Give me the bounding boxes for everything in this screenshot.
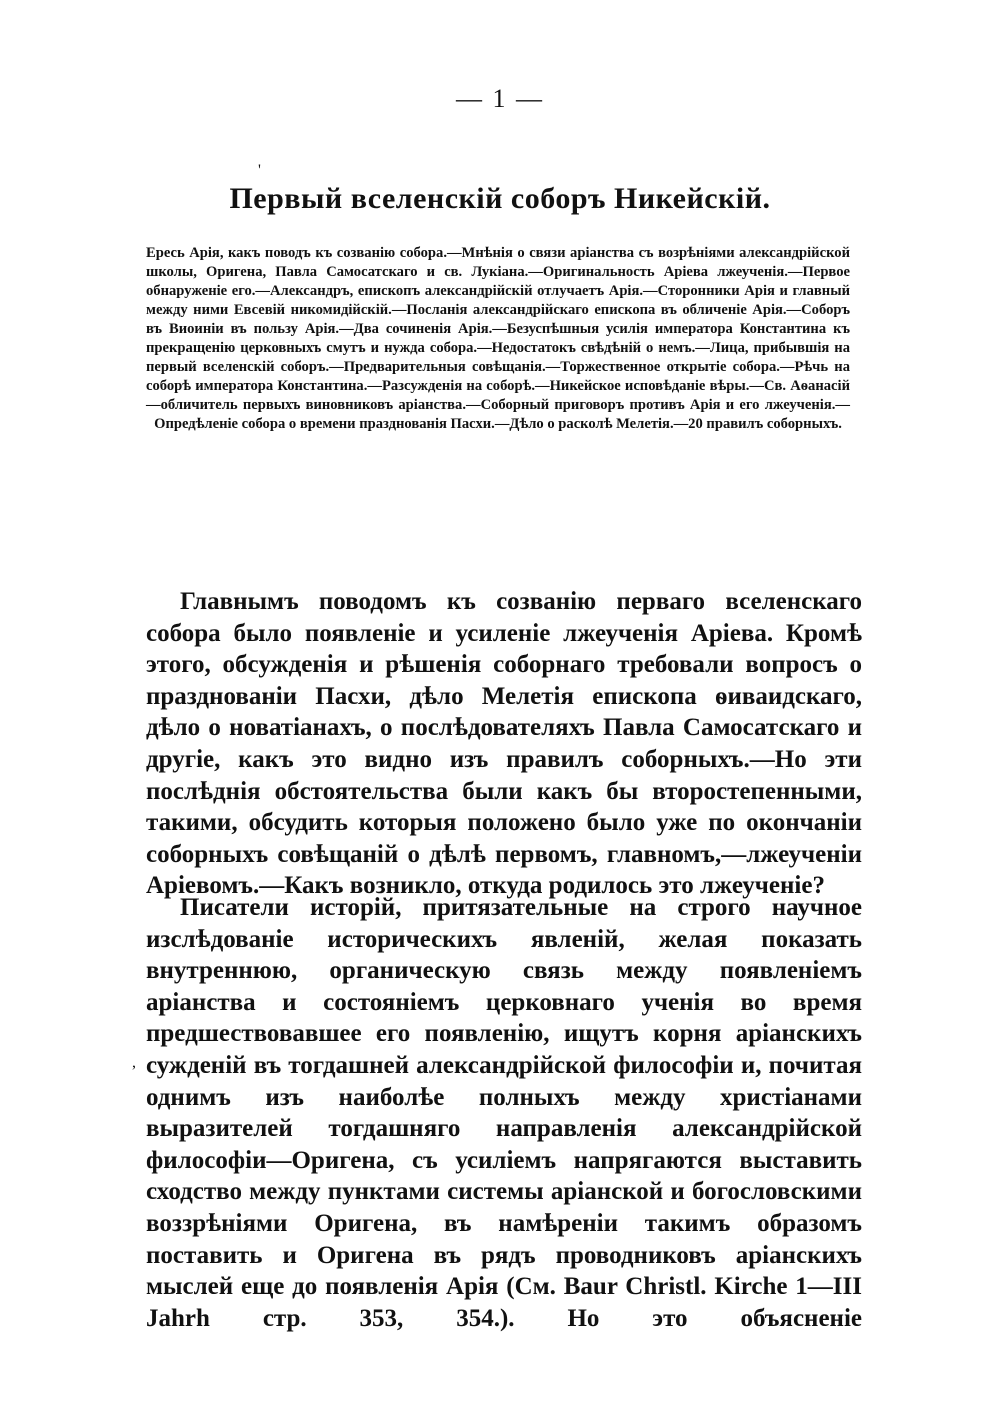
page-number: — 1 — (456, 84, 544, 113)
body-paragraph-1: Главнымъ поводомъ къ созванію перваго вселенскаго собора было появленіе и усиленіе лжеученія Аріева. Кромѣ этого, обсужденія и рѣшенія соборнаго требовали вопросъ о празднованіи Пасхи, дѣло Мелетія епископа ѳиваидскаго, дѣло о новатіанахъ, о послѣдователяхъ Павла Самосатскаго и другіе, какъ это видно изъ правилъ соборныхъ.—Но эти послѣднія обстоятельства были какъ бы второстепенными, такими, обсудить которыя положено было уже по окончаніи соборныхъ совѣщаній о дѣлѣ первомъ, главномъ,—лжеученіи Аріевомъ.—Какъ возникло, откуда родилось это лжеученіе? (146, 588, 862, 900)
body-paragraph-2: Писатели исторій, притязательные на строго научное изслѣдованіе историческихъ явленій, желая показать внутреннюю, органическую связь между появленіемъ аріанства и состояніемъ церковнаго ученія во время предшествовавшее его появленію, ищутъ корня аріанскихъ сужденій въ тогдашней александрійской философіи и, почитая однимъ изъ наиболѣе полныхъ между христіанами выразителей тогдашняго направленія александрійской философіи—Оригена, съ усиліемъ напрягаются выставить сходство между пунктами системы аріанской и богословскими воззрѣніями Оригена, въ намѣреніи такимъ образомъ поставить и Оригена въ рядъ проводниковъ аріанскихъ мыслей еще до появленія Арія (См. Baur Christl. Kirche 1—III Jahrh стр. 353, 354.). Но это объясненіе (146, 894, 862, 1332)
margin-mark: , (132, 1054, 136, 1071)
chapter-summary: Ересь Арія, какъ поводъ къ созванію собора.—Мнѣнія о связи аріанства съ возрѣніями александрійской школы, Оригена, Павла Самосатскаго и св. Лукіана.—Оригинальность Аріева лжеученія.—Первое обнаруженіе его.—Александръ, епископъ александрійскій отлучаетъ Арія.—Сторонники Арія и главный между ними Евсевій никомидійскій.—Посланія александрійскаго епископа въ обличеніе Арія.—Соборъ въ Виоиніи въ пользу Арія.—Два сочиненія Арія.—Безуспѣшныя усилія императора Константина къ прекращенію церковныхъ смутъ и нужда собора.—Недостатокъ свѣдѣній о немъ.—Лица, прибывшія на первый вселенскій соборъ.—Предварительныя совѣщанія.—Торжественное открытіе собора.—Рѣчь на соборѣ императора Константина.—Разсужденія на соборѣ.—Никейское исповѣданіе вѣры.—Св. Аѳанасій—обличитель первыхъ виновниковъ аріанства.—Соборный приговоръ противъ Арія и его лжеученія.—Опредѣленіе собора о времени празднованія Пасхи.—Дѣло о расколѣ Мелетія.—20 правилъ соборныхъ. (146, 245, 850, 432)
stray-mark: ' (258, 162, 261, 179)
chapter-title: Первый вселенскій соборъ Никейскій. (229, 182, 771, 215)
